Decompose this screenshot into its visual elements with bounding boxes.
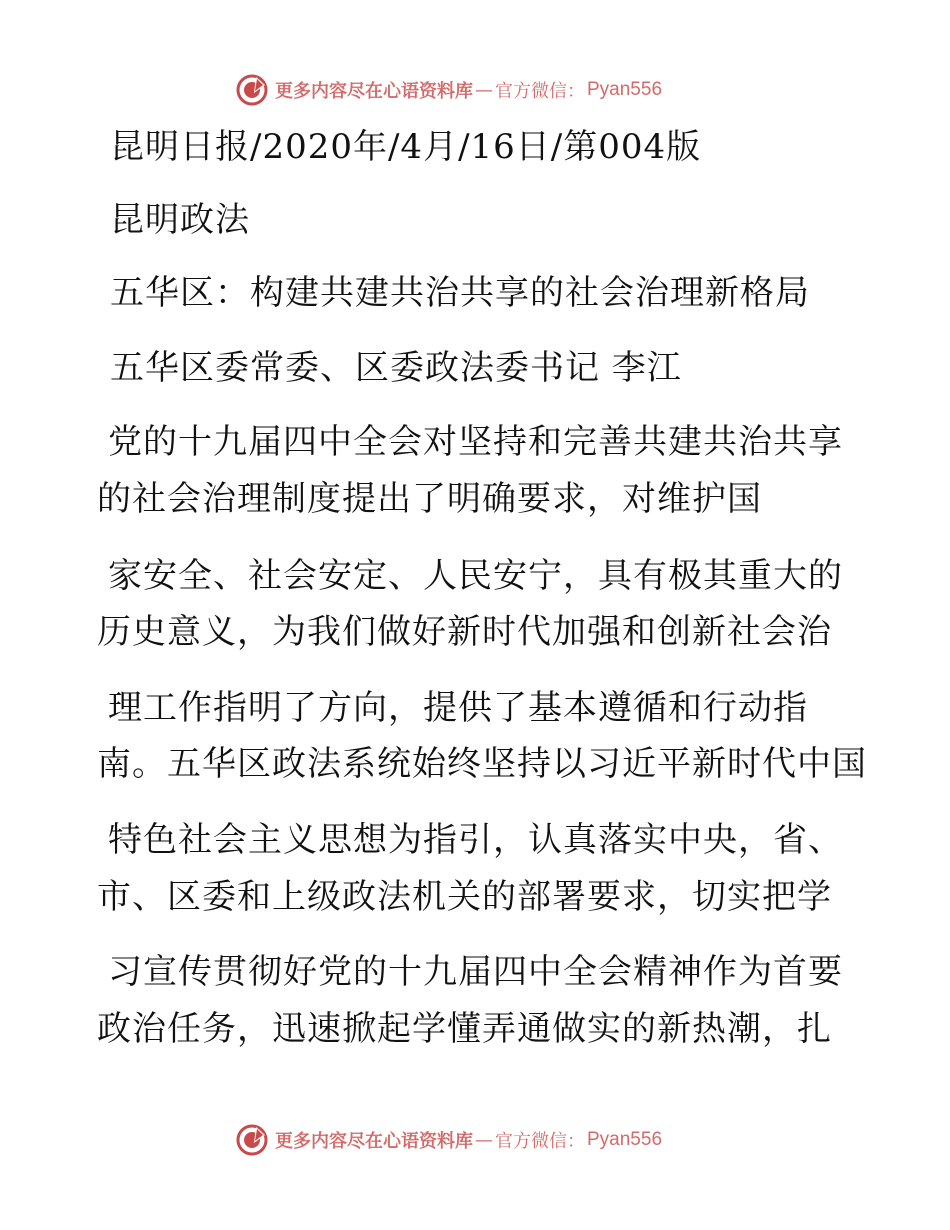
watermark-wechat-id: Pyan556 [587, 1129, 663, 1150]
body-line: 习宣传贯彻好党的十九届四中全会精神作为首要 [108, 952, 843, 992]
watermark-wechat-label: 官方微信： [495, 1131, 585, 1152]
footer-watermark-banner [235, 1122, 662, 1158]
body-line: 党的十九届四中全会对坚持和完善共建共治共享 [108, 422, 843, 462]
watermark-separator: — [475, 79, 493, 101]
article-author: 五华区委常委、区委政法委书记 李江 [110, 348, 682, 388]
publication-info: 昆明日报/2020年/4月/16日/第004版 [110, 127, 702, 167]
body-line: 的社会治理制度提出了明确要求，对维护国 [97, 479, 762, 519]
watermark-wechat-label: 官方微信： [495, 81, 585, 102]
body-line: 市、区委和上级政法机关的部署要求，切实把学 [97, 877, 832, 917]
column-name: 昆明政法 [110, 200, 250, 240]
watermark-text: 更多内容尽在心语资料库 [275, 1131, 473, 1152]
watermark-separator: — [475, 1129, 493, 1151]
article-title: 五华区：构建共建共治共享的社会治理新格局 [110, 273, 810, 313]
watermark-text: 更多内容尽在心语资料库 [275, 81, 473, 102]
body-line: 南。五华区政法系统始终坚持以习近平新时代中国 [97, 744, 867, 784]
body-line: 政治任务，迅速掀起学懂弄通做实的新热潮，扎 [97, 1009, 832, 1049]
pen-nib-logo-icon [235, 1123, 269, 1157]
body-line: 家安全、社会安定、人民安宁，具有极其重大的 [108, 556, 843, 596]
header-watermark-banner [235, 72, 662, 108]
pen-nib-logo-icon [235, 73, 269, 107]
body-line: 历史意义，为我们做好新时代加强和创新社会治 [97, 612, 832, 652]
body-line: 理工作指明了方向，提供了基本遵循和行动指 [108, 688, 808, 728]
watermark-wechat-id: Pyan556 [587, 79, 663, 100]
body-line: 特色社会主义思想为指引，认真落实中央，省、 [108, 820, 843, 860]
